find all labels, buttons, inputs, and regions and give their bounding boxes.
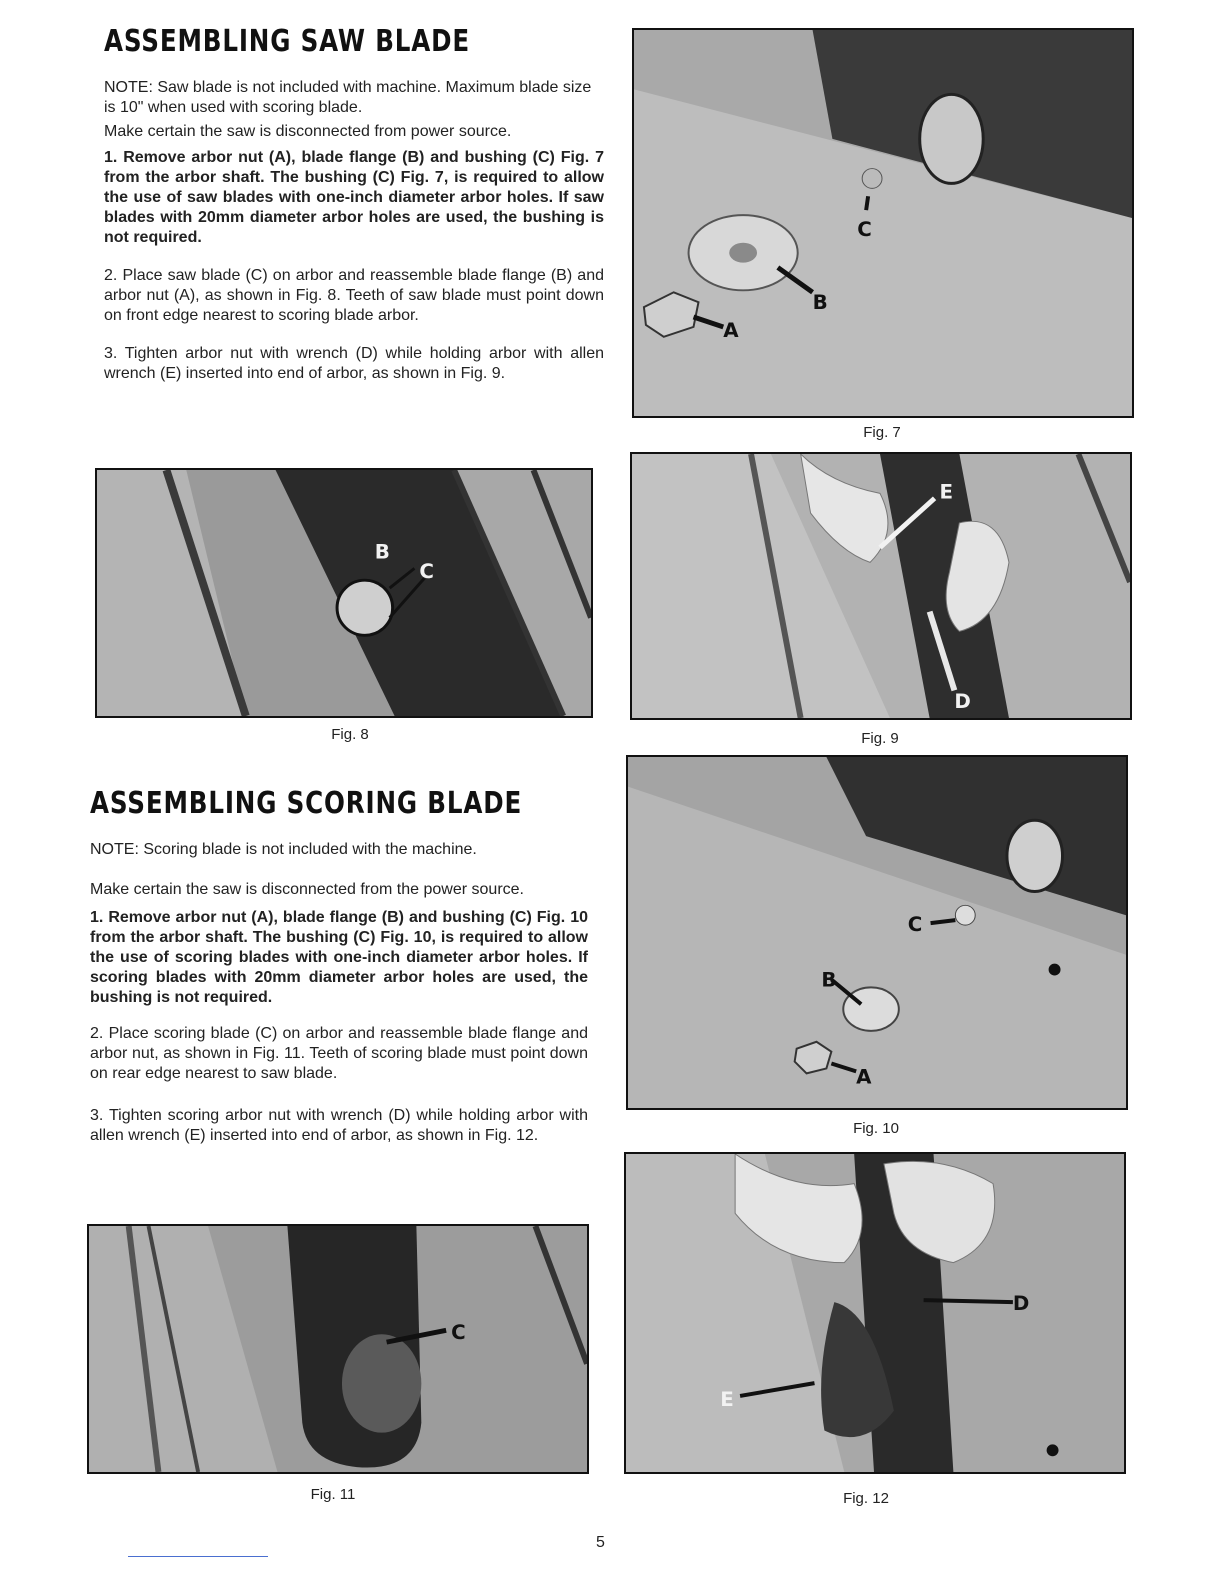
fig7-label-c: C [857,217,872,241]
fig10-illustration [628,757,1126,1108]
fig7-illustration [634,30,1132,416]
saw-warning: Make certain the saw is disconnected from power source. [104,123,512,140]
figure-8 [95,468,593,718]
fig8-label-b: B [374,540,390,564]
fig8-illustration [97,470,591,716]
fig9-label-d: D [954,690,971,714]
fig7-label-b: B [812,291,828,315]
fig8-caption: Fig. 8 [331,726,369,743]
fig7-label-a: A [723,318,739,342]
fig10-caption: Fig. 10 [853,1120,899,1137]
saw-section-title: ASSEMBLING SAW BLADE [104,24,471,59]
fig9-caption: Fig. 9 [861,730,899,747]
saw-section-body [104,78,604,384]
fig10-label-a: A [856,1065,872,1089]
scoring-step-3: 3. Tighten scoring arbor nut with wrench (D) while holding arbor with allen wrench (E) inserted into end of arbor, as shown in Fig. 12. [90,1107,588,1144]
fig9-label-e: E [939,480,954,504]
fig7-caption: Fig. 7 [863,424,901,441]
scoring-section [90,786,600,821]
bottom-rule [128,1556,268,1557]
fig12-caption: Fig. 12 [843,1490,889,1507]
scoring-note: NOTE: Scoring blade is not included with the machine. [90,841,477,858]
fig9-illustration [632,454,1130,718]
fig11-label-c: C [451,1321,466,1345]
fig12-label-e: E [720,1387,734,1411]
scoring-warning: Make certain the saw is disconnected from the power source. [90,881,524,898]
fig10-label-b: B [821,968,837,992]
fig8-label-c: C [419,560,434,584]
saw-step-1: 1. Remove arbor nut (A), blade flange (B) and bushing (C) Fig. 7 from the arbor shaft. The bushing (C) Fig. 7, is required to allow the use of saw blades with one-inch diameter arbor holes. If saw blades with 20mm diameter arbor holes are used, the bushing is not required. [104,149,604,246]
saw-step-3: 3. Tighten arbor nut with wrench (D) while holding arbor with allen wrench (E) inserted into end of arbor, as shown in Fig. 9. [104,345,604,382]
saw-note: NOTE: Saw blade is not included with machine. Maximum blade size is 10" when used with scoring blade. [104,79,592,116]
figure-10 [626,755,1128,1110]
fig12-label-d: D [1012,1292,1030,1316]
page-number: 5 [596,1534,605,1551]
saw-step-2: 2. Place saw blade (C) on arbor and reassemble blade flange (B) and arbor nut (A), as shown in Fig. 8. Teeth of saw blade must point down on front edge nearest to scoring blade arbor. [104,267,604,324]
scoring-step-2: 2. Place scoring blade (C) on arbor and reassemble blade flange and arbor nut, as shown in Fig. 11. Teeth of scoring blade must point down on rear edge nearest to saw blade. [90,1025,588,1082]
scoring-section-title: ASSEMBLING SCORING BLADE [90,786,523,821]
fig10-label-c: C [907,913,923,937]
saw-section [104,24,604,59]
scoring-section-body [90,840,588,1146]
fig12-illustration [626,1154,1124,1472]
fig11-caption: Fig. 11 [310,1486,356,1503]
scoring-step-1: 1. Remove arbor nut (A), blade flange (B) and bushing (C) Fig. 10 from the arbor shaft. The bushing (C) Fig. 10, is required to allow the use of scoring blades with one-inch diameter arbor holes. If scoring blades with 20mm diameter arbor holes are used, the bushing is not required. [90,909,588,1006]
fig11-illustration [89,1226,587,1472]
figure-9 [630,452,1132,720]
figure-11 [87,1224,589,1474]
figure-7 [632,28,1134,418]
figure-12 [624,1152,1126,1474]
